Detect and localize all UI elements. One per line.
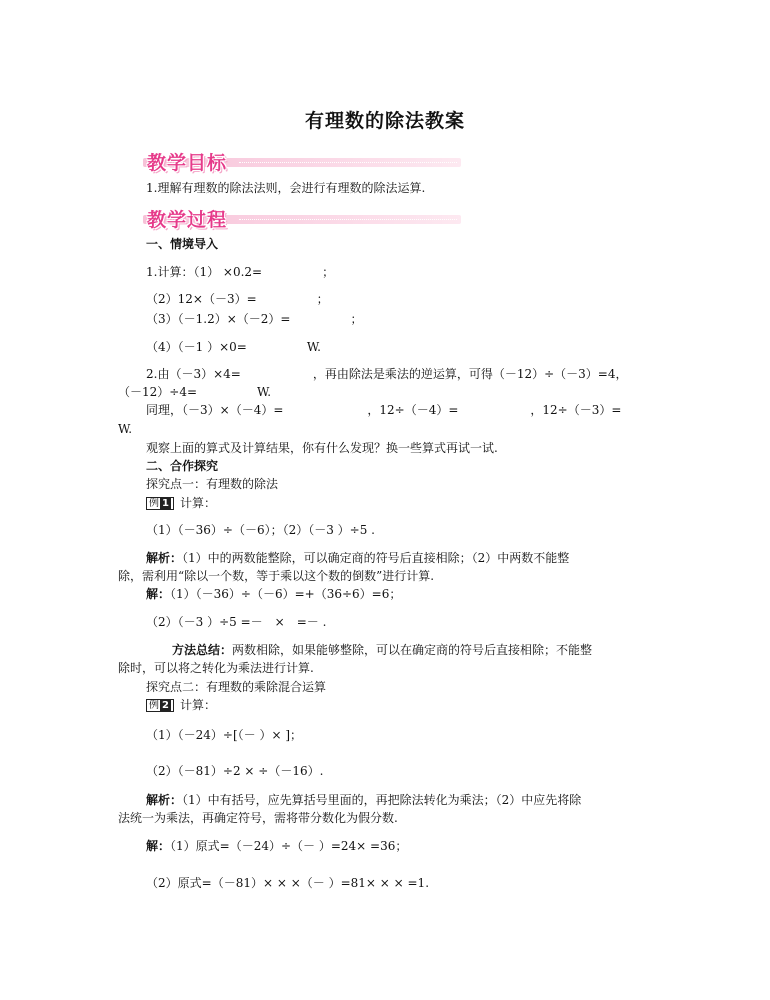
section-heading-explore: 二、合作探究 (146, 459, 219, 473)
section-heading-intro: 一、情境导入 (146, 237, 219, 251)
objectives-banner (143, 148, 461, 172)
question-1-part-2: （2）12×（－3）= ； (146, 292, 329, 306)
example-1-solution-2: （2）（－3 ）÷5 =－ × =－ . (146, 615, 327, 629)
process-heading: 教学过程 (147, 209, 228, 231)
question-1-part-3: （3）（－1.2）×（－2）= ； (146, 312, 363, 326)
analysis-label: 解析： (146, 551, 183, 565)
example-1-heading (146, 495, 216, 511)
example-badge-word: 例 (149, 498, 159, 509)
example-1-analysis-line-2: 除，需利用“除以一个数，等于乘以这个数的倒数”进行计算. (118, 569, 435, 583)
question-1: 1.计算：（1） ×0.2= ； (146, 265, 335, 279)
example-1-prompt: 计算： (179, 496, 216, 510)
solution-text: （1）（－36）÷（－6）=+（36÷6）=6； (170, 587, 402, 601)
observe-text: 观察上面的算式及计算结果，你有什么发现？换一些算式再试一试. (146, 441, 498, 455)
example-badge-number: 1 (162, 498, 169, 509)
question-3-line-1: 同理，（－3）×（－4）= ，12÷（－4）= ，12÷（－3）= (146, 403, 622, 417)
analysis-text: （1）中的两数能整除，可以确定商的符号后直接相除；（2）中两数不能整 (182, 551, 570, 565)
example-2-solution-1 (146, 838, 407, 854)
explore-point-2: 探究点二：有理数的乘除混合运算 (146, 680, 327, 694)
example-2-heading (146, 697, 216, 713)
example-2-item-1: （1）（－24）÷[（－ ）× ]； (146, 728, 303, 742)
example-badge-word: 例 (149, 700, 159, 711)
example-1-items: （1）（－36）÷（－6）；（2）（－3 ）÷5 . (146, 523, 375, 537)
question-1-part-4: （4）（－1 ）×0= W. (146, 340, 321, 354)
example-2-prompt: 计算： (179, 698, 216, 712)
example-1-solution-1 (146, 586, 401, 602)
example-2-badge (146, 699, 174, 712)
analysis-label: 解析： (146, 793, 183, 807)
analysis-text: （1）中有括号，应先算括号里面的，再把除法转化为乘法；（2）中应先将除 (182, 793, 582, 807)
question-2-line-2: （－12）÷4= W. (118, 385, 272, 399)
example-badge-number: 2 (162, 700, 169, 711)
solution-label: 解： (146, 839, 171, 853)
objectives-heading: 教学目标 (147, 152, 228, 174)
method-label: 方法总结： (172, 643, 233, 657)
example-1-analysis-line-1 (146, 550, 569, 566)
method-summary-line-2: 除时，可以将之转化为乘法进行计算. (118, 661, 314, 675)
solution-label: 解： (146, 587, 171, 601)
example-2-analysis-line-1 (146, 792, 581, 808)
question-3-line-2: W. (118, 422, 133, 436)
objective-item: 1.理解有理数的除法法则，会进行有理数的除法运算. (146, 181, 426, 195)
question-2-line-1: 2.由（－3）×4= ，再由除法是乘法的逆运算，可得（－12）÷（－3）=4， (146, 367, 628, 381)
solution-text: （1）原式=（－24）÷（－ ）=24× =36； (170, 839, 408, 853)
method-text: 两数相除，如果能够整除，可以在确定商的符号后直接相除；不能整 (232, 643, 593, 657)
explore-point-1: 探究点一：有理数的除法 (146, 477, 279, 491)
example-1-badge (146, 497, 174, 510)
example-2-item-2: （2）（－81）÷2 × ÷（－16）. (146, 764, 324, 778)
process-banner (143, 205, 461, 229)
method-summary-line-1 (172, 642, 592, 658)
example-2-solution-2: （2）原式=（－81）× × ×（－ ）=81× × × =1. (146, 876, 430, 890)
example-2-analysis-line-2: 法统一为乘法，再确定符号，需将带分数化为假分数. (118, 811, 398, 825)
page-title: 有理数的除法教案 (304, 110, 465, 132)
banner-dots (239, 162, 457, 163)
banner-dots (239, 219, 457, 220)
